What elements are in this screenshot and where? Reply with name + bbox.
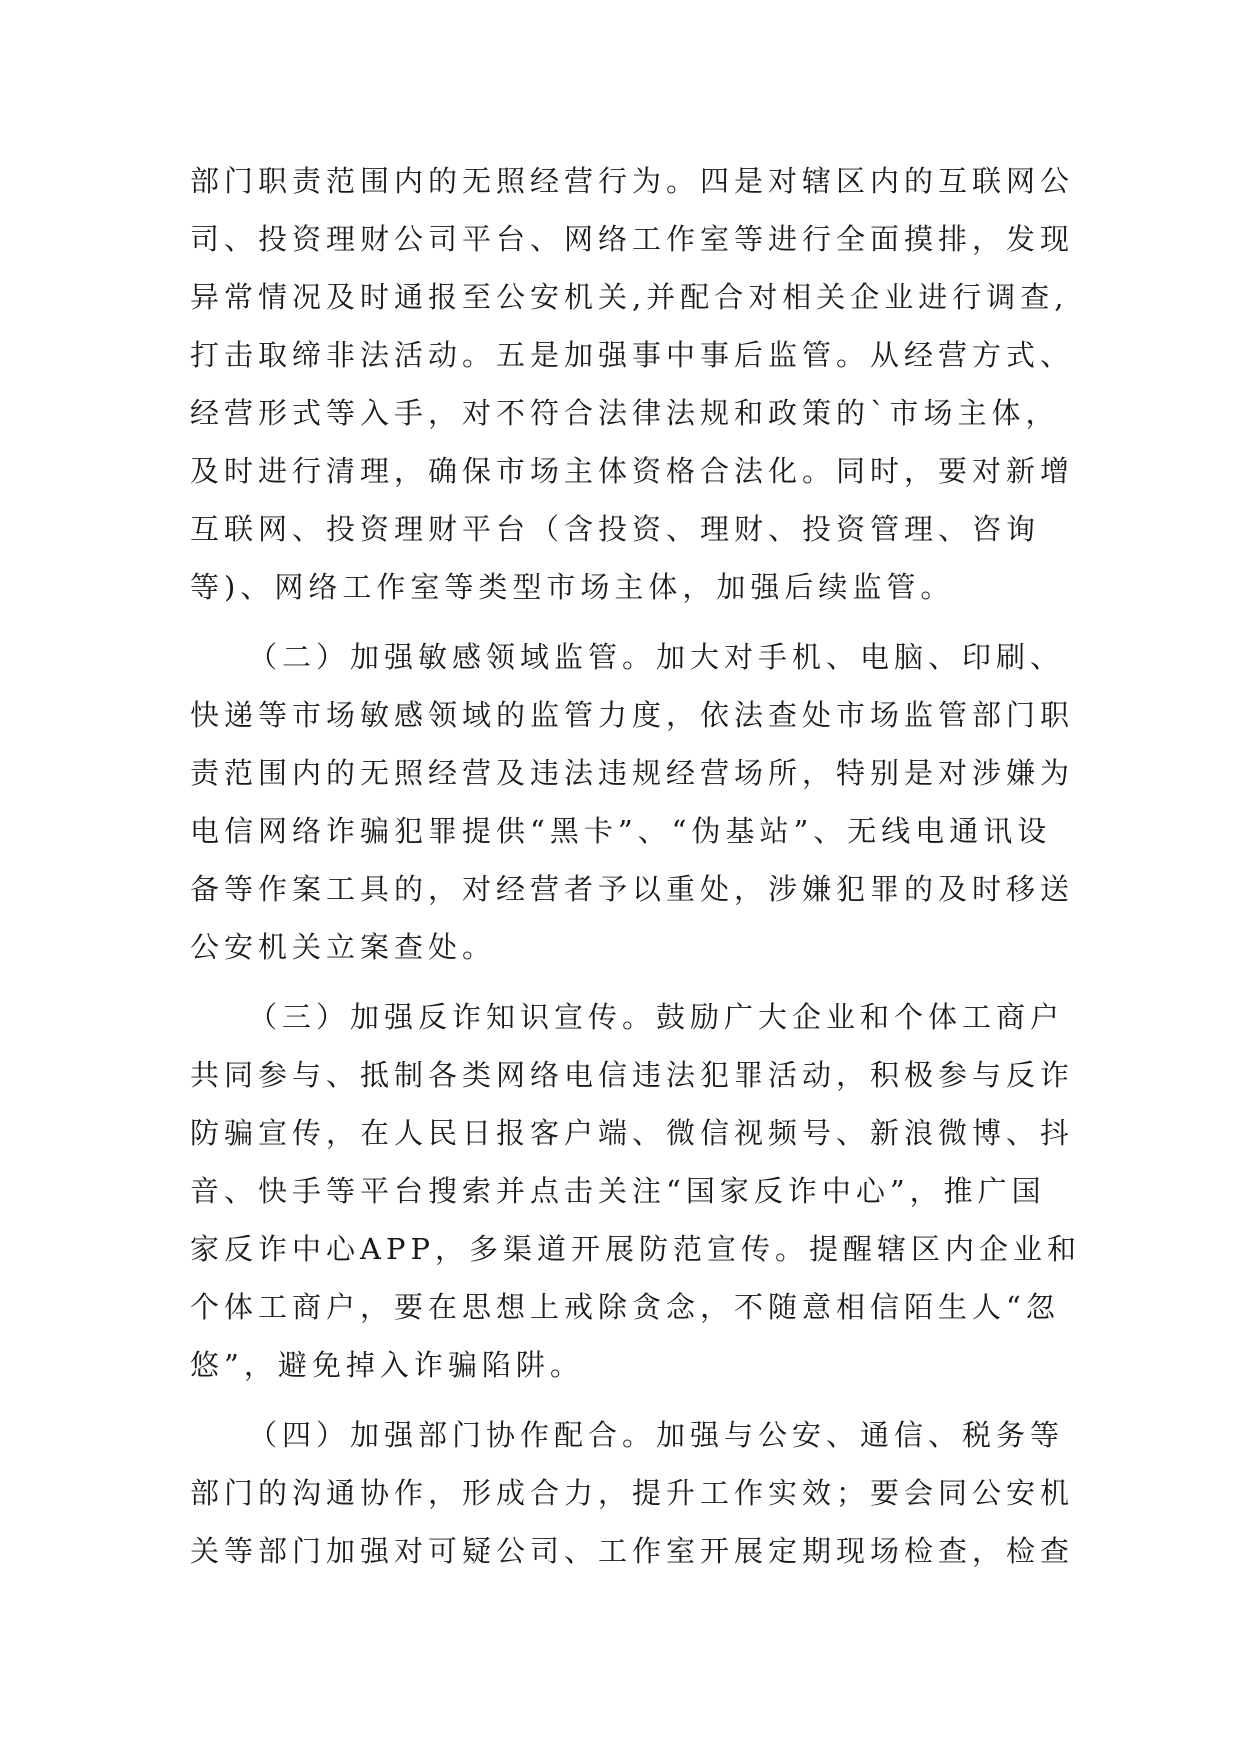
text-line: 公安机关立案查处。 (190, 930, 497, 964)
text-line: 关等部门加强对可疑公司、工作室开展定期现场检查，检查 (190, 1534, 1075, 1568)
text-line: 互联网、投资理财平台（含投资、理财、投资管理、咨询 (190, 512, 1041, 546)
text-line: 部门的沟通协作，形成合力，提升工作实效；要会同公安机 (190, 1476, 1075, 1510)
text-line: 责范围内的无照经营及违法违规经营场所，特别是对涉嫌为 (190, 756, 1075, 790)
section-heading-line: （三）加强反诈知识宣传。鼓励广大企业和个体工商户 (248, 1000, 1065, 1034)
text-line: 防骗宣传，在人民日报客户端、微信视频号、新浪微博、抖 (190, 1116, 1075, 1150)
section-heading-line: （四）加强部门协作配合。加强与公安、通信、税务等 (248, 1418, 1065, 1452)
text-line: 及时进行清理，确保市场主体资格合法化。同时，要对新增 (190, 454, 1075, 488)
text-line: 悠”，避免掉入诈骗陷阱。 (190, 1348, 584, 1382)
text-line: 家反诈中心APP，多渠道开展防范宣传。提醒辖区内企业和 (190, 1232, 1081, 1266)
text-line: 异常情况及时通报至公安机关,并配合对相关企业进行调查, (190, 280, 1069, 314)
section-heading-line: （二）加强敏感领域监管。加大对手机、电脑、印刷、 (248, 640, 1065, 674)
text-line: 快递等市场敏感领域的监管力度，依法查处市场监管部门职 (190, 698, 1075, 732)
text-line: 备等作案工具的，对经营者予以重处，涉嫌犯罪的及时移送 (190, 872, 1075, 906)
text-line: 打击取缔非法活动。五是加强事中事后监管。从经营方式、 (190, 338, 1075, 372)
text-line: 音、快手等平台搜索并点击关注“国家反诈中心”，推广国 (190, 1174, 1046, 1208)
text-line: 共同参与、抵制各类网络电信违法犯罪活动，积极参与反诈 (190, 1058, 1075, 1092)
text-line: 经营形式等入手，对不符合法律法规和政策的`市场主体， (190, 396, 1060, 430)
text-line: 部门职责范围内的无照经营行为。四是对辖区内的互联网公 (190, 164, 1075, 198)
text-line: 等)、网络工作室等类型市场主体，加强后续监管。 (190, 570, 955, 604)
text-line: 电信网络诈骗犯罪提供“黑卡”、“伪基站”、无线电通讯设 (190, 814, 1052, 848)
text-line: 个体工商户，要在思想上戒除贪念，不随意相信陌生人“忽 (190, 1290, 1060, 1324)
document-body (190, 152, 1090, 1580)
text-line: 司、投资理财公司平台、网络工作室等进行全面摸排，发现 (190, 222, 1075, 256)
